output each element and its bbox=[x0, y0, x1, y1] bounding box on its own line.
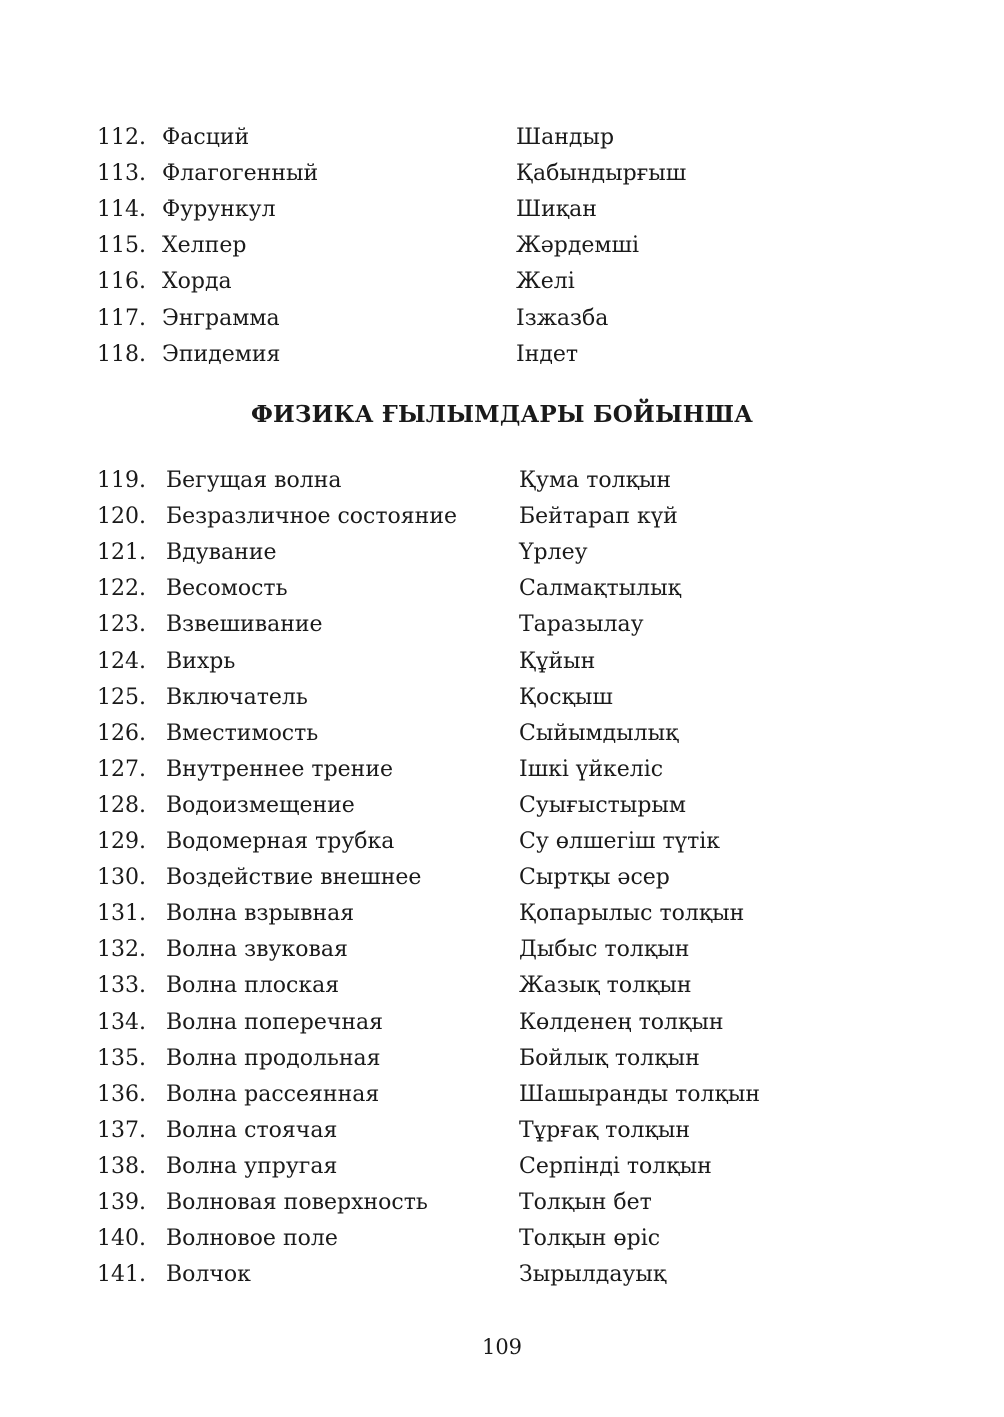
russian-term: Волна упругая bbox=[166, 1153, 338, 1179]
kazakh-term: Дыбыс толқын bbox=[519, 937, 690, 963]
glossary-row bbox=[0, 573, 1004, 605]
entry-number: 122. bbox=[97, 576, 146, 602]
entry-number: 126. bbox=[97, 720, 146, 746]
entry-number: 128. bbox=[97, 792, 146, 818]
russian-term: Волна плоская bbox=[166, 973, 340, 999]
kazakh-term: Бейтарап күй bbox=[519, 504, 678, 530]
russian-term: Включатель bbox=[166, 684, 308, 710]
kazakh-term: Қабындырғыш bbox=[516, 161, 687, 187]
kazakh-term: Толқын бет bbox=[519, 1190, 652, 1215]
entry-number: 137. bbox=[97, 1117, 146, 1143]
glossary-row bbox=[0, 537, 1004, 569]
entry-number: 124. bbox=[97, 648, 146, 674]
entry-number: 141. bbox=[97, 1262, 146, 1288]
entry-number: 114. bbox=[97, 197, 146, 223]
entry-number: 125. bbox=[97, 684, 146, 710]
kazakh-term: Жәрдемші bbox=[516, 233, 639, 259]
kazakh-term: Сыртқы әсер bbox=[519, 865, 670, 891]
glossary-row bbox=[0, 501, 1004, 533]
russian-term: Фурункул bbox=[162, 197, 276, 223]
russian-term: Волна стоячая bbox=[166, 1117, 338, 1143]
kazakh-term: Таразылау bbox=[519, 612, 644, 638]
russian-term: Вместимость bbox=[166, 720, 319, 746]
entry-number: 131. bbox=[97, 901, 146, 927]
page-number: 109 bbox=[481, 1335, 523, 1359]
kazakh-term: Салмақтылық bbox=[519, 576, 681, 602]
entry-number: 138. bbox=[97, 1153, 146, 1179]
glossary-row bbox=[0, 682, 1004, 714]
entry-number: 117. bbox=[97, 305, 146, 331]
russian-term: Эпидемия bbox=[162, 341, 281, 367]
russian-term: Водоизмещение bbox=[166, 792, 355, 818]
russian-term: Волна продольная bbox=[166, 1045, 381, 1071]
entry-number: 129. bbox=[97, 829, 146, 854]
entry-number: 119. bbox=[97, 468, 146, 493]
russian-term: Флагогенный bbox=[162, 161, 319, 187]
glossary-row bbox=[0, 1043, 1004, 1075]
entry-number: 113. bbox=[97, 161, 146, 187]
russian-term: Вдувание bbox=[166, 540, 277, 566]
kazakh-term: Індет bbox=[516, 341, 579, 367]
kazakh-term: Зырылдауық bbox=[519, 1262, 667, 1288]
entry-number: 133. bbox=[97, 973, 146, 999]
kazakh-term: Толқын өріс bbox=[519, 1226, 661, 1252]
kazakh-term: Сыйымдылық bbox=[519, 720, 679, 746]
russian-term: Энграмма bbox=[162, 305, 280, 331]
russian-term: Весомость bbox=[166, 576, 288, 602]
russian-term: Хелпер bbox=[162, 233, 247, 259]
russian-term: Водомерная трубка bbox=[166, 829, 395, 854]
kazakh-term: Желі bbox=[516, 269, 575, 295]
section-heading: ФИЗИКА ҒЫЛЫМДАРЫ БОЙЫНША bbox=[250, 401, 754, 428]
russian-term: Хорда bbox=[162, 269, 232, 295]
russian-term: Бегущая волна bbox=[166, 468, 342, 493]
kazakh-term: Шашыранды толқын bbox=[519, 1081, 760, 1107]
glossary-row bbox=[0, 339, 1004, 371]
glossary-row bbox=[0, 754, 1004, 786]
glossary-row bbox=[0, 158, 1004, 190]
russian-term: Вихрь bbox=[166, 648, 236, 674]
russian-term: Волна рассеянная bbox=[166, 1081, 380, 1107]
kazakh-term: Қопарылыс толқын bbox=[519, 901, 745, 927]
glossary-row bbox=[0, 465, 1004, 497]
russian-term: Волновое поле bbox=[166, 1226, 338, 1252]
entry-number: 127. bbox=[97, 756, 146, 782]
russian-term: Взвешивание bbox=[166, 612, 323, 638]
glossary-row bbox=[0, 609, 1004, 641]
russian-term: Волновая поверхность bbox=[166, 1190, 428, 1215]
kazakh-term: Қума толқын bbox=[519, 468, 672, 493]
kazakh-term: Су өлшегіш түтік bbox=[519, 829, 721, 854]
russian-term: Волна взрывная bbox=[166, 901, 355, 927]
glossary-row bbox=[0, 1151, 1004, 1183]
glossary-row bbox=[0, 790, 1004, 822]
entry-number: 132. bbox=[97, 937, 146, 963]
glossary-row bbox=[0, 1187, 1004, 1219]
entry-number: 139. bbox=[97, 1190, 146, 1215]
glossary-row bbox=[0, 122, 1004, 154]
kazakh-term: Ізжазба bbox=[516, 305, 609, 331]
glossary-row bbox=[0, 1115, 1004, 1147]
glossary-row bbox=[0, 194, 1004, 226]
entry-number: 120. bbox=[97, 504, 146, 530]
entry-number: 140. bbox=[97, 1226, 146, 1252]
glossary-row bbox=[0, 1007, 1004, 1039]
russian-term: Воздействие внешнее bbox=[166, 865, 422, 891]
entry-number: 118. bbox=[97, 341, 146, 367]
kazakh-term: Жазық толқын bbox=[519, 973, 692, 999]
glossary-row bbox=[0, 1259, 1004, 1291]
russian-term: Внутреннее трение bbox=[166, 756, 394, 782]
entry-number: 136. bbox=[97, 1081, 146, 1107]
russian-term: Фасций bbox=[162, 125, 250, 150]
glossary-row bbox=[0, 303, 1004, 335]
kazakh-term: Қосқыш bbox=[519, 684, 613, 710]
entry-number: 134. bbox=[97, 1009, 146, 1035]
kazakh-term: Ішкі үйкеліс bbox=[519, 756, 664, 782]
glossary-row bbox=[0, 1079, 1004, 1111]
entry-number: 121. bbox=[97, 540, 146, 566]
glossary-row bbox=[0, 266, 1004, 298]
kazakh-term: Шиқан bbox=[516, 197, 597, 223]
kazakh-term: Серпінді толқын bbox=[519, 1153, 712, 1179]
russian-term: Волна поперечная bbox=[166, 1009, 384, 1035]
kazakh-term: Құйын bbox=[519, 648, 596, 674]
glossary-row bbox=[0, 898, 1004, 930]
kazakh-term: Көлденең толқын bbox=[519, 1009, 724, 1035]
kazakh-term: Суығыстырым bbox=[519, 792, 687, 818]
glossary-row bbox=[0, 862, 1004, 894]
entry-number: 135. bbox=[97, 1045, 146, 1071]
glossary-row bbox=[0, 230, 1004, 262]
entry-number: 112. bbox=[97, 125, 146, 150]
kazakh-term: Үрлеу bbox=[519, 540, 588, 566]
glossary-row bbox=[0, 646, 1004, 678]
russian-term: Волчок bbox=[166, 1262, 251, 1288]
glossary-row bbox=[0, 1223, 1004, 1255]
glossary-row bbox=[0, 970, 1004, 1002]
russian-term: Волна звуковая bbox=[166, 937, 348, 963]
kazakh-term: Бойлық толқын bbox=[519, 1045, 700, 1071]
kazakh-term: Тұрғақ толқын bbox=[519, 1117, 691, 1143]
entry-number: 115. bbox=[97, 233, 146, 259]
kazakh-term: Шандыр bbox=[516, 125, 615, 150]
glossary-row bbox=[0, 718, 1004, 750]
glossary-row bbox=[0, 934, 1004, 966]
entry-number: 123. bbox=[97, 612, 146, 638]
glossary-row bbox=[0, 826, 1004, 858]
entry-number: 116. bbox=[97, 269, 146, 295]
entry-number: 130. bbox=[97, 865, 146, 891]
russian-term: Безразличное состояние bbox=[166, 504, 458, 530]
